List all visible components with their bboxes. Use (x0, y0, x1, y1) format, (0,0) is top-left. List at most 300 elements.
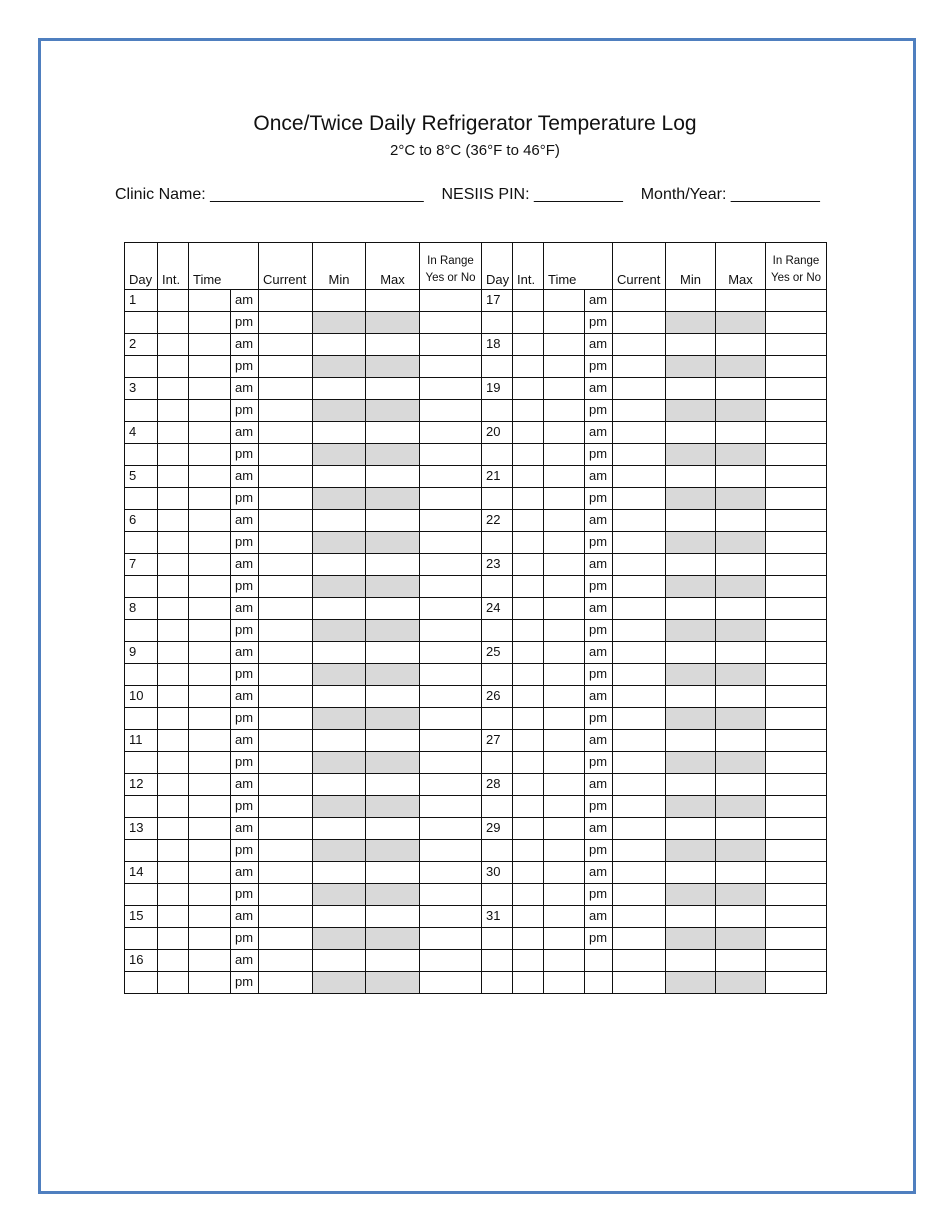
initials-cell[interactable] (158, 554, 189, 576)
initials-cell[interactable] (513, 752, 544, 774)
initials-cell[interactable] (513, 444, 544, 466)
current-temp-cell[interactable] (259, 928, 313, 950)
current-temp-cell[interactable] (613, 576, 666, 598)
in-range-cell[interactable] (766, 752, 827, 774)
in-range-cell[interactable] (766, 422, 827, 444)
initials-cell[interactable] (158, 686, 189, 708)
initials-cell[interactable] (158, 290, 189, 312)
time-cell[interactable] (189, 444, 231, 466)
initials-cell[interactable] (158, 950, 189, 972)
time-cell[interactable] (544, 378, 585, 400)
initials-cell[interactable] (158, 334, 189, 356)
in-range-cell[interactable] (766, 400, 827, 422)
time-cell[interactable] (189, 466, 231, 488)
initials-cell[interactable] (513, 730, 544, 752)
time-cell[interactable] (189, 664, 231, 686)
in-range-cell[interactable] (766, 972, 827, 994)
initials-cell[interactable] (513, 774, 544, 796)
min-temp-cell[interactable] (313, 422, 366, 444)
current-temp-cell[interactable] (613, 752, 666, 774)
min-temp-cell[interactable] (313, 510, 366, 532)
in-range-cell[interactable] (766, 356, 827, 378)
time-cell[interactable] (544, 884, 585, 906)
max-temp-cell[interactable] (716, 906, 766, 928)
min-temp-cell[interactable] (313, 906, 366, 928)
min-temp-cell[interactable] (313, 774, 366, 796)
time-cell[interactable] (544, 400, 585, 422)
in-range-cell[interactable] (420, 730, 482, 752)
initials-cell[interactable] (513, 686, 544, 708)
initials-cell[interactable] (158, 378, 189, 400)
current-temp-cell[interactable] (259, 642, 313, 664)
time-cell[interactable] (189, 796, 231, 818)
current-temp-cell[interactable] (259, 488, 313, 510)
time-cell[interactable] (544, 664, 585, 686)
time-cell[interactable] (189, 906, 231, 928)
in-range-cell[interactable] (420, 598, 482, 620)
initials-cell[interactable] (513, 928, 544, 950)
time-cell[interactable] (544, 708, 585, 730)
current-temp-cell[interactable] (613, 290, 666, 312)
time-cell[interactable] (544, 818, 585, 840)
current-temp-cell[interactable] (259, 708, 313, 730)
time-cell[interactable] (544, 620, 585, 642)
time-cell[interactable] (189, 598, 231, 620)
in-range-cell[interactable] (420, 686, 482, 708)
in-range-cell[interactable] (420, 510, 482, 532)
initials-cell[interactable] (158, 752, 189, 774)
time-cell[interactable] (544, 422, 585, 444)
in-range-cell[interactable] (420, 290, 482, 312)
time-cell[interactable] (544, 730, 585, 752)
initials-cell[interactable] (158, 774, 189, 796)
current-temp-cell[interactable] (259, 290, 313, 312)
in-range-cell[interactable] (766, 378, 827, 400)
initials-cell[interactable] (158, 708, 189, 730)
time-cell[interactable] (544, 488, 585, 510)
in-range-cell[interactable] (420, 928, 482, 950)
initials-cell[interactable] (158, 642, 189, 664)
in-range-cell[interactable] (766, 532, 827, 554)
initials-cell[interactable] (158, 972, 189, 994)
max-temp-cell[interactable] (366, 862, 420, 884)
min-temp-cell[interactable] (313, 466, 366, 488)
max-temp-cell[interactable] (366, 290, 420, 312)
max-temp-cell[interactable] (716, 510, 766, 532)
time-cell[interactable] (189, 620, 231, 642)
initials-cell[interactable] (513, 334, 544, 356)
time-cell[interactable] (544, 972, 585, 994)
time-cell[interactable] (544, 796, 585, 818)
time-cell[interactable] (544, 752, 585, 774)
min-temp-cell[interactable] (666, 554, 716, 576)
in-range-cell[interactable] (766, 686, 827, 708)
current-temp-cell[interactable] (613, 400, 666, 422)
time-cell[interactable] (544, 312, 585, 334)
time-cell[interactable] (544, 466, 585, 488)
in-range-cell[interactable] (766, 290, 827, 312)
min-temp-cell[interactable] (313, 862, 366, 884)
current-temp-cell[interactable] (613, 884, 666, 906)
clinic-name-field[interactable]: Clinic Name: ________________________ (115, 186, 424, 203)
max-temp-cell[interactable] (716, 730, 766, 752)
current-temp-cell[interactable] (613, 378, 666, 400)
in-range-cell[interactable] (420, 642, 482, 664)
min-temp-cell[interactable] (666, 290, 716, 312)
current-temp-cell[interactable] (613, 532, 666, 554)
current-temp-cell[interactable] (259, 862, 313, 884)
in-range-cell[interactable] (766, 620, 827, 642)
max-temp-cell[interactable] (716, 642, 766, 664)
current-temp-cell[interactable] (613, 642, 666, 664)
time-cell[interactable] (544, 906, 585, 928)
time-cell[interactable] (189, 884, 231, 906)
current-temp-cell[interactable] (613, 796, 666, 818)
in-range-cell[interactable] (420, 752, 482, 774)
in-range-cell[interactable] (766, 884, 827, 906)
in-range-cell[interactable] (420, 532, 482, 554)
current-temp-cell[interactable] (613, 730, 666, 752)
initials-cell[interactable] (513, 818, 544, 840)
current-temp-cell[interactable] (259, 730, 313, 752)
in-range-cell[interactable] (420, 950, 482, 972)
time-cell[interactable] (544, 554, 585, 576)
current-temp-cell[interactable] (259, 554, 313, 576)
min-temp-cell[interactable] (666, 378, 716, 400)
in-range-cell[interactable] (766, 840, 827, 862)
max-temp-cell[interactable] (366, 686, 420, 708)
max-temp-cell[interactable] (366, 510, 420, 532)
current-temp-cell[interactable] (613, 598, 666, 620)
max-temp-cell[interactable] (366, 378, 420, 400)
initials-cell[interactable] (158, 796, 189, 818)
in-range-cell[interactable] (420, 422, 482, 444)
current-temp-cell[interactable] (613, 356, 666, 378)
max-temp-cell[interactable] (716, 598, 766, 620)
current-temp-cell[interactable] (613, 950, 666, 972)
time-cell[interactable] (544, 862, 585, 884)
time-cell[interactable] (544, 840, 585, 862)
initials-cell[interactable] (158, 620, 189, 642)
min-temp-cell[interactable] (313, 290, 366, 312)
initials-cell[interactable] (513, 906, 544, 928)
max-temp-cell[interactable] (366, 466, 420, 488)
min-temp-cell[interactable] (666, 642, 716, 664)
current-temp-cell[interactable] (259, 818, 313, 840)
in-range-cell[interactable] (766, 796, 827, 818)
time-cell[interactable] (544, 576, 585, 598)
current-temp-cell[interactable] (613, 488, 666, 510)
in-range-cell[interactable] (420, 466, 482, 488)
initials-cell[interactable] (513, 620, 544, 642)
current-temp-cell[interactable] (259, 356, 313, 378)
initials-cell[interactable] (158, 818, 189, 840)
in-range-cell[interactable] (420, 554, 482, 576)
time-cell[interactable] (189, 840, 231, 862)
time-cell[interactable] (189, 290, 231, 312)
current-temp-cell[interactable] (613, 972, 666, 994)
in-range-cell[interactable] (766, 444, 827, 466)
initials-cell[interactable] (158, 488, 189, 510)
in-range-cell[interactable] (420, 664, 482, 686)
initials-cell[interactable] (158, 312, 189, 334)
initials-cell[interactable] (158, 444, 189, 466)
initials-cell[interactable] (513, 312, 544, 334)
time-cell[interactable] (189, 972, 231, 994)
current-temp-cell[interactable] (259, 400, 313, 422)
time-cell[interactable] (544, 356, 585, 378)
initials-cell[interactable] (513, 796, 544, 818)
time-cell[interactable] (189, 686, 231, 708)
min-temp-cell[interactable] (666, 906, 716, 928)
max-temp-cell[interactable] (716, 686, 766, 708)
in-range-cell[interactable] (766, 510, 827, 532)
time-cell[interactable] (189, 532, 231, 554)
current-temp-cell[interactable] (259, 840, 313, 862)
initials-cell[interactable] (513, 708, 544, 730)
in-range-cell[interactable] (420, 708, 482, 730)
in-range-cell[interactable] (420, 620, 482, 642)
in-range-cell[interactable] (420, 488, 482, 510)
current-temp-cell[interactable] (259, 532, 313, 554)
in-range-cell[interactable] (420, 378, 482, 400)
min-temp-cell[interactable] (666, 598, 716, 620)
initials-cell[interactable] (513, 950, 544, 972)
initials-cell[interactable] (513, 466, 544, 488)
initials-cell[interactable] (158, 928, 189, 950)
current-temp-cell[interactable] (613, 620, 666, 642)
min-temp-cell[interactable] (666, 466, 716, 488)
in-range-cell[interactable] (420, 774, 482, 796)
max-temp-cell[interactable] (716, 950, 766, 972)
max-temp-cell[interactable] (366, 554, 420, 576)
initials-cell[interactable] (513, 598, 544, 620)
initials-cell[interactable] (158, 862, 189, 884)
in-range-cell[interactable] (420, 840, 482, 862)
in-range-cell[interactable] (766, 664, 827, 686)
in-range-cell[interactable] (420, 312, 482, 334)
initials-cell[interactable] (158, 730, 189, 752)
time-cell[interactable] (189, 774, 231, 796)
current-temp-cell[interactable] (259, 576, 313, 598)
current-temp-cell[interactable] (259, 312, 313, 334)
max-temp-cell[interactable] (366, 598, 420, 620)
time-cell[interactable] (189, 708, 231, 730)
in-range-cell[interactable] (766, 818, 827, 840)
time-cell[interactable] (189, 862, 231, 884)
current-temp-cell[interactable] (259, 796, 313, 818)
time-cell[interactable] (189, 334, 231, 356)
time-cell[interactable] (189, 488, 231, 510)
time-cell[interactable] (189, 422, 231, 444)
in-range-cell[interactable] (766, 598, 827, 620)
current-temp-cell[interactable] (259, 378, 313, 400)
time-cell[interactable] (189, 400, 231, 422)
time-cell[interactable] (544, 334, 585, 356)
min-temp-cell[interactable] (313, 730, 366, 752)
current-temp-cell[interactable] (259, 906, 313, 928)
in-range-cell[interactable] (766, 488, 827, 510)
max-temp-cell[interactable] (716, 818, 766, 840)
initials-cell[interactable] (158, 840, 189, 862)
min-temp-cell[interactable] (666, 686, 716, 708)
min-temp-cell[interactable] (666, 774, 716, 796)
current-temp-cell[interactable] (613, 312, 666, 334)
initials-cell[interactable] (158, 598, 189, 620)
time-cell[interactable] (189, 554, 231, 576)
in-range-cell[interactable] (766, 950, 827, 972)
min-temp-cell[interactable] (313, 686, 366, 708)
current-temp-cell[interactable] (259, 510, 313, 532)
time-cell[interactable] (189, 928, 231, 950)
min-temp-cell[interactable] (313, 818, 366, 840)
in-range-cell[interactable] (766, 928, 827, 950)
max-temp-cell[interactable] (716, 290, 766, 312)
nesiis-pin-field[interactable]: NESIIS PIN: __________ (441, 186, 623, 203)
current-temp-cell[interactable] (613, 862, 666, 884)
initials-cell[interactable] (158, 532, 189, 554)
min-temp-cell[interactable] (666, 334, 716, 356)
in-range-cell[interactable] (420, 818, 482, 840)
initials-cell[interactable] (513, 884, 544, 906)
max-temp-cell[interactable] (716, 378, 766, 400)
time-cell[interactable] (189, 950, 231, 972)
time-cell[interactable] (189, 818, 231, 840)
min-temp-cell[interactable] (313, 598, 366, 620)
initials-cell[interactable] (158, 466, 189, 488)
max-temp-cell[interactable] (716, 466, 766, 488)
initials-cell[interactable] (513, 422, 544, 444)
min-temp-cell[interactable] (313, 334, 366, 356)
in-range-cell[interactable] (766, 774, 827, 796)
in-range-cell[interactable] (420, 884, 482, 906)
in-range-cell[interactable] (766, 466, 827, 488)
initials-cell[interactable] (158, 576, 189, 598)
max-temp-cell[interactable] (716, 554, 766, 576)
time-cell[interactable] (189, 576, 231, 598)
in-range-cell[interactable] (766, 312, 827, 334)
min-temp-cell[interactable] (313, 950, 366, 972)
max-temp-cell[interactable] (366, 422, 420, 444)
initials-cell[interactable] (513, 972, 544, 994)
current-temp-cell[interactable] (613, 708, 666, 730)
initials-cell[interactable] (513, 862, 544, 884)
current-temp-cell[interactable] (259, 598, 313, 620)
in-range-cell[interactable] (766, 906, 827, 928)
max-temp-cell[interactable] (366, 642, 420, 664)
in-range-cell[interactable] (766, 576, 827, 598)
current-temp-cell[interactable] (259, 620, 313, 642)
initials-cell[interactable] (158, 664, 189, 686)
current-temp-cell[interactable] (259, 422, 313, 444)
initials-cell[interactable] (513, 488, 544, 510)
in-range-cell[interactable] (766, 708, 827, 730)
time-cell[interactable] (189, 752, 231, 774)
max-temp-cell[interactable] (366, 334, 420, 356)
initials-cell[interactable] (158, 356, 189, 378)
current-temp-cell[interactable] (613, 774, 666, 796)
current-temp-cell[interactable] (259, 334, 313, 356)
initials-cell[interactable] (513, 642, 544, 664)
current-temp-cell[interactable] (613, 422, 666, 444)
time-cell[interactable] (189, 510, 231, 532)
in-range-cell[interactable] (420, 576, 482, 598)
max-temp-cell[interactable] (366, 906, 420, 928)
initials-cell[interactable] (158, 510, 189, 532)
current-temp-cell[interactable] (259, 686, 313, 708)
initials-cell[interactable] (158, 906, 189, 928)
current-temp-cell[interactable] (259, 444, 313, 466)
current-temp-cell[interactable] (613, 510, 666, 532)
max-temp-cell[interactable] (716, 334, 766, 356)
current-temp-cell[interactable] (613, 840, 666, 862)
min-temp-cell[interactable] (666, 510, 716, 532)
initials-cell[interactable] (513, 400, 544, 422)
in-range-cell[interactable] (420, 400, 482, 422)
initials-cell[interactable] (513, 840, 544, 862)
in-range-cell[interactable] (420, 862, 482, 884)
time-cell[interactable] (544, 290, 585, 312)
time-cell[interactable] (544, 532, 585, 554)
current-temp-cell[interactable] (259, 972, 313, 994)
initials-cell[interactable] (513, 532, 544, 554)
current-temp-cell[interactable] (259, 664, 313, 686)
min-temp-cell[interactable] (666, 730, 716, 752)
in-range-cell[interactable] (420, 796, 482, 818)
initials-cell[interactable] (513, 510, 544, 532)
time-cell[interactable] (544, 598, 585, 620)
in-range-cell[interactable] (420, 444, 482, 466)
time-cell[interactable] (189, 312, 231, 334)
current-temp-cell[interactable] (613, 334, 666, 356)
max-temp-cell[interactable] (716, 774, 766, 796)
current-temp-cell[interactable] (613, 466, 666, 488)
initials-cell[interactable] (513, 290, 544, 312)
in-range-cell[interactable] (420, 356, 482, 378)
initials-cell[interactable] (158, 422, 189, 444)
time-cell[interactable] (544, 642, 585, 664)
current-temp-cell[interactable] (613, 554, 666, 576)
in-range-cell[interactable] (766, 730, 827, 752)
current-temp-cell[interactable] (259, 752, 313, 774)
current-temp-cell[interactable] (613, 686, 666, 708)
min-temp-cell[interactable] (666, 950, 716, 972)
in-range-cell[interactable] (766, 642, 827, 664)
current-temp-cell[interactable] (259, 884, 313, 906)
min-temp-cell[interactable] (313, 642, 366, 664)
time-cell[interactable] (189, 730, 231, 752)
in-range-cell[interactable] (420, 906, 482, 928)
current-temp-cell[interactable] (613, 906, 666, 928)
current-temp-cell[interactable] (613, 444, 666, 466)
time-cell[interactable] (189, 642, 231, 664)
time-cell[interactable] (544, 950, 585, 972)
current-temp-cell[interactable] (259, 774, 313, 796)
min-temp-cell[interactable] (313, 378, 366, 400)
max-temp-cell[interactable] (716, 422, 766, 444)
initials-cell[interactable] (513, 356, 544, 378)
time-cell[interactable] (544, 510, 585, 532)
initials-cell[interactable] (513, 576, 544, 598)
max-temp-cell[interactable] (366, 730, 420, 752)
time-cell[interactable] (544, 444, 585, 466)
time-cell[interactable] (544, 686, 585, 708)
time-cell[interactable] (189, 356, 231, 378)
max-temp-cell[interactable] (716, 862, 766, 884)
current-temp-cell[interactable] (259, 466, 313, 488)
max-temp-cell[interactable] (366, 774, 420, 796)
in-range-cell[interactable] (420, 334, 482, 356)
